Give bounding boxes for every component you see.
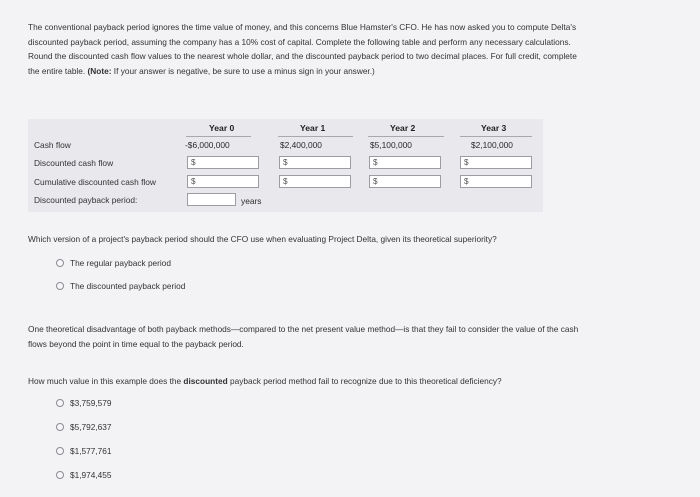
currency-symbol: $: [373, 177, 378, 186]
cumulative-year-3-input[interactable]: [460, 175, 532, 188]
radio-button-icon[interactable]: [56, 471, 64, 479]
option-regular-payback[interactable]: [56, 258, 171, 268]
statement-line-2: flows beyond the point in time equal to the payback period.: [28, 338, 244, 349]
option-discounted-payback[interactable]: [56, 281, 185, 291]
option-value-1[interactable]: [56, 398, 112, 408]
option-label: $1,974,455: [70, 470, 112, 480]
header-underline-year-0: [186, 136, 251, 137]
currency-symbol: $: [191, 177, 196, 186]
years-unit-label: years: [241, 196, 262, 206]
cash-flow-year-0: -$6,000,000: [185, 140, 230, 150]
currency-symbol: $: [283, 177, 288, 186]
discounted-cash-flow-year-3-input[interactable]: [460, 156, 532, 169]
note-label: (Note:: [87, 65, 112, 76]
row-label-cumulative-discounted-cash-flow: Cumulative discounted cash flow: [34, 177, 156, 187]
problem-intro: [28, 20, 676, 78]
discounted-cash-flow-year-1-input[interactable]: [279, 156, 351, 169]
statement-line-1: One theoretical disadvantage of both payback methods—compared to the net present value method—is that they fail to consider the value of the cash: [28, 324, 579, 334]
radio-button-icon[interactable]: [56, 282, 64, 290]
theoretical-disadvantage-statement: [28, 322, 676, 351]
option-label: $1,577,761: [70, 446, 112, 456]
header-underline-year-2: [368, 136, 444, 137]
question-payback-version: Which version of a project's payback period should the CFO use when evaluating Project Delta, given its theoretical superiority?: [28, 234, 497, 244]
discounted-payback-period-input[interactable]: [187, 193, 236, 206]
option-label: The discounted payback period: [70, 281, 186, 291]
radio-button-icon[interactable]: [56, 259, 64, 267]
cash-flow-year-3: $2,100,000: [471, 140, 513, 150]
row-label-discounted-payback-period: Discounted payback period:: [34, 195, 138, 205]
currency-symbol: $: [283, 158, 288, 167]
option-value-3[interactable]: [56, 446, 112, 456]
q2-post: payback period method fail to recognize due to this theoretical deficiency?: [227, 376, 502, 386]
intro-line-4: [28, 64, 676, 79]
header-year-2: Year 2: [390, 123, 416, 133]
option-value-2[interactable]: [56, 422, 112, 432]
question-value-not-recognized: [28, 374, 502, 389]
currency-symbol: $: [464, 158, 469, 167]
intro-line-4-pre: the entire table.: [28, 65, 88, 76]
header-year-0: Year 0: [209, 123, 235, 133]
header-year-1: Year 1: [300, 123, 326, 133]
row-label-discounted-cash-flow: Discounted cash flow: [34, 158, 114, 168]
discounted-cash-flow-year-2-input[interactable]: [369, 156, 441, 169]
intro-line-3: Round the discounted cash flow values to the nearest whole dollar, and the discounted payback period to two decimal places. For full credit, complete: [28, 51, 577, 62]
discounted-cash-flow-year-0-input[interactable]: [187, 156, 259, 169]
intro-line-1: The conventional payback period ignores the time value of money, and this concerns Blue Hamster's CFO. He has now asked you to compute Delta's: [28, 22, 577, 32]
cumulative-year-0-input[interactable]: [187, 175, 259, 188]
cash-flow-year-2: $5,100,000: [370, 140, 412, 150]
currency-symbol: $: [191, 158, 196, 167]
radio-button-icon[interactable]: [56, 447, 64, 455]
currency-symbol: $: [464, 177, 469, 186]
q2-pre: How much value in this example does the: [28, 376, 184, 386]
option-value-4[interactable]: [56, 470, 112, 480]
intro-line-4-post: If your answer is negative, be sure to use a minus sign in your answer.): [111, 65, 375, 76]
header-year-3: Year 3: [481, 123, 507, 133]
q2-bold: discounted: [183, 376, 228, 386]
radio-button-icon[interactable]: [56, 423, 64, 431]
radio-button-icon[interactable]: [56, 399, 64, 407]
header-underline-year-3: [460, 136, 532, 137]
cumulative-year-1-input[interactable]: [279, 175, 351, 188]
option-label: $5,792,637: [70, 422, 112, 432]
currency-symbol: $: [373, 158, 378, 167]
option-label: The regular payback period: [70, 258, 172, 268]
row-label-cash-flow: Cash flow: [34, 140, 71, 150]
discounted-payback-table: [28, 119, 543, 212]
intro-line-2: discounted payback period, assuming the company has a 10% cost of capital. Complete the following table and perform any necessary calculations.: [28, 36, 571, 47]
option-label: $3,759,579: [70, 398, 112, 408]
header-underline-year-1: [278, 136, 353, 137]
cumulative-year-2-input[interactable]: [369, 175, 441, 188]
cash-flow-year-1: $2,400,000: [280, 140, 322, 150]
